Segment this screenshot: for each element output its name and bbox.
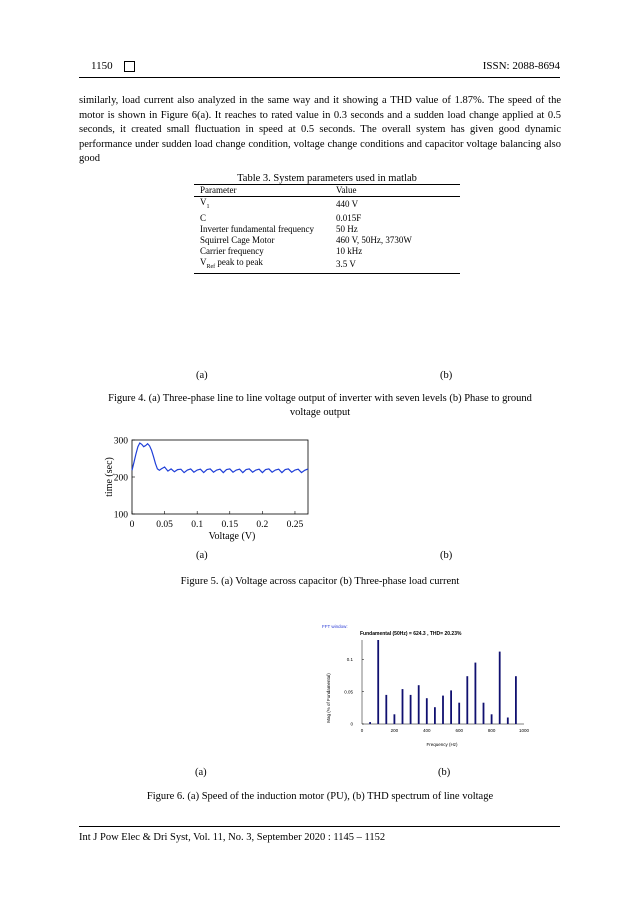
y-tick-label: 0.1 bbox=[346, 656, 353, 662]
table-row bbox=[194, 235, 460, 246]
table-row bbox=[194, 213, 460, 224]
checkbox-glyph-icon bbox=[124, 61, 135, 72]
bar bbox=[499, 652, 501, 724]
body-paragraph: similarly, load current also analyzed in the same way and it showing a THD value of 1.87%. The speed of the motor is shown in Figure 6(a). It reaches to rated value in 0.3 seconds and a sudden load change applied at 0.5 seconds, it created small fluctuation in speed at 0.5 seconds. The overall system has given good dynamic performance under sudden load change condition, voltage change conditions and capacitor voltage balancing also good bbox=[79, 95, 561, 164]
y-tick-label: 300 bbox=[113, 436, 128, 447]
bar bbox=[394, 714, 396, 724]
y-tick-label: 200 bbox=[113, 473, 128, 484]
figure4-label-b: (b) bbox=[440, 370, 453, 381]
bar bbox=[475, 663, 477, 724]
table-cell: $V_1$ bbox=[200, 197, 210, 210]
y-tick-label: 0 bbox=[350, 721, 353, 727]
bar bbox=[458, 703, 460, 724]
bar bbox=[483, 703, 485, 724]
figure4-caption: Figure 4. (a) Three-phase line to line voltage output of inverter with seven levels (b) Phase to ground voltage output bbox=[108, 393, 532, 418]
y-tick-label: 0.05 bbox=[344, 689, 353, 695]
table-row bbox=[194, 257, 460, 273]
plot-frame bbox=[132, 440, 308, 514]
table-cell: C bbox=[200, 212, 207, 223]
figure6-label-b: (b) bbox=[438, 767, 451, 778]
bar bbox=[377, 640, 379, 724]
x-tick-label: 0.15 bbox=[221, 520, 239, 530]
table-header: Value bbox=[330, 185, 460, 197]
bar bbox=[466, 676, 468, 724]
table-caption: Table 3. System parameters used in matlab bbox=[237, 173, 417, 184]
figure4-label-a: (a) bbox=[196, 370, 208, 381]
bar bbox=[402, 689, 404, 724]
figure5-label-a: (a) bbox=[196, 550, 208, 561]
x-tick-label: 200 bbox=[390, 728, 399, 733]
journal-footer: Int J Pow Elec & Dri Syst, Vol. 11, No. 3, September 2020 : 1145 – 1152 bbox=[79, 832, 386, 843]
bar bbox=[426, 698, 428, 724]
x-tick-label: 0.2 bbox=[256, 520, 269, 530]
bar bbox=[442, 696, 444, 724]
x-tick-label: 0 bbox=[129, 520, 135, 530]
chart-window-label: FFT window: bbox=[322, 624, 348, 629]
table-cell: 0.015F bbox=[336, 212, 362, 223]
issn: ISSN: 2088-8694 bbox=[482, 60, 560, 72]
bar bbox=[410, 695, 412, 724]
figure5-label-b: (b) bbox=[440, 550, 453, 561]
table-cell: Carrier frequency bbox=[200, 245, 264, 256]
bar bbox=[369, 722, 371, 724]
bar bbox=[434, 707, 436, 724]
bar bbox=[418, 685, 420, 724]
series-line bbox=[132, 443, 308, 473]
capacitor-voltage-chart bbox=[100, 436, 315, 542]
x-axis-label: Voltage (V) bbox=[208, 531, 256, 542]
bar bbox=[450, 690, 452, 724]
table-cell: 460 V, 50Hz, 3730W bbox=[336, 234, 412, 245]
bars bbox=[369, 640, 517, 724]
table-header: Parameter bbox=[194, 185, 330, 197]
bar bbox=[385, 695, 387, 724]
x-axis-label: Frequency (Hz) bbox=[426, 742, 458, 747]
table-cell: Inverter fundamental frequency bbox=[200, 223, 314, 234]
chart-title: Fundamental (50Hz) = 624.3 , THD= 20.23% bbox=[360, 631, 462, 637]
header-rule bbox=[79, 77, 560, 78]
y-axis-label: Mag (% of Fundamental) bbox=[326, 673, 331, 723]
bar bbox=[507, 718, 509, 725]
parameters-table bbox=[194, 184, 460, 274]
table-row bbox=[194, 224, 460, 235]
x-tick-label: 800 bbox=[487, 728, 496, 733]
thd-spectrum-chart bbox=[318, 618, 540, 752]
table-cell: 10 kHz bbox=[336, 245, 363, 256]
page-number: 1150 bbox=[91, 60, 113, 72]
y-tick-label: 100 bbox=[113, 510, 128, 521]
axes bbox=[344, 640, 529, 733]
x-tick-label: 400 bbox=[423, 728, 431, 733]
table-cell: 50 Hz bbox=[336, 223, 358, 234]
figure6-label-a: (a) bbox=[195, 767, 207, 778]
bar bbox=[491, 714, 493, 724]
bar bbox=[515, 676, 517, 724]
y-axis-label: time (sec) bbox=[104, 457, 115, 497]
figure5-caption: Figure 5. (a) Voltage across capacitor (b) Three-phase load current bbox=[180, 576, 460, 587]
table-cell: 440 V bbox=[336, 199, 359, 210]
footer-rule bbox=[79, 826, 560, 827]
x-tick-label: 0.1 bbox=[191, 520, 204, 530]
table-cell: Squirrel Cage Motor bbox=[200, 234, 275, 245]
x-tick-label: 1000 bbox=[518, 728, 530, 733]
x-tick-label: 0.05 bbox=[156, 520, 173, 530]
table-cell: $V_{Ref}$ peak to peak bbox=[194, 257, 330, 273]
table-row bbox=[194, 197, 460, 213]
table-cell: 3.5 V bbox=[330, 257, 460, 273]
x-tick-label: 0.25 bbox=[286, 520, 304, 530]
table-row bbox=[194, 246, 460, 257]
x-tick-label: 0 bbox=[360, 728, 364, 733]
x-tick-label: 600 bbox=[455, 728, 463, 733]
figure6-caption: Figure 6. (a) Speed of the induction motor (PU), (b) THD spectrum of line voltage bbox=[146, 791, 494, 802]
